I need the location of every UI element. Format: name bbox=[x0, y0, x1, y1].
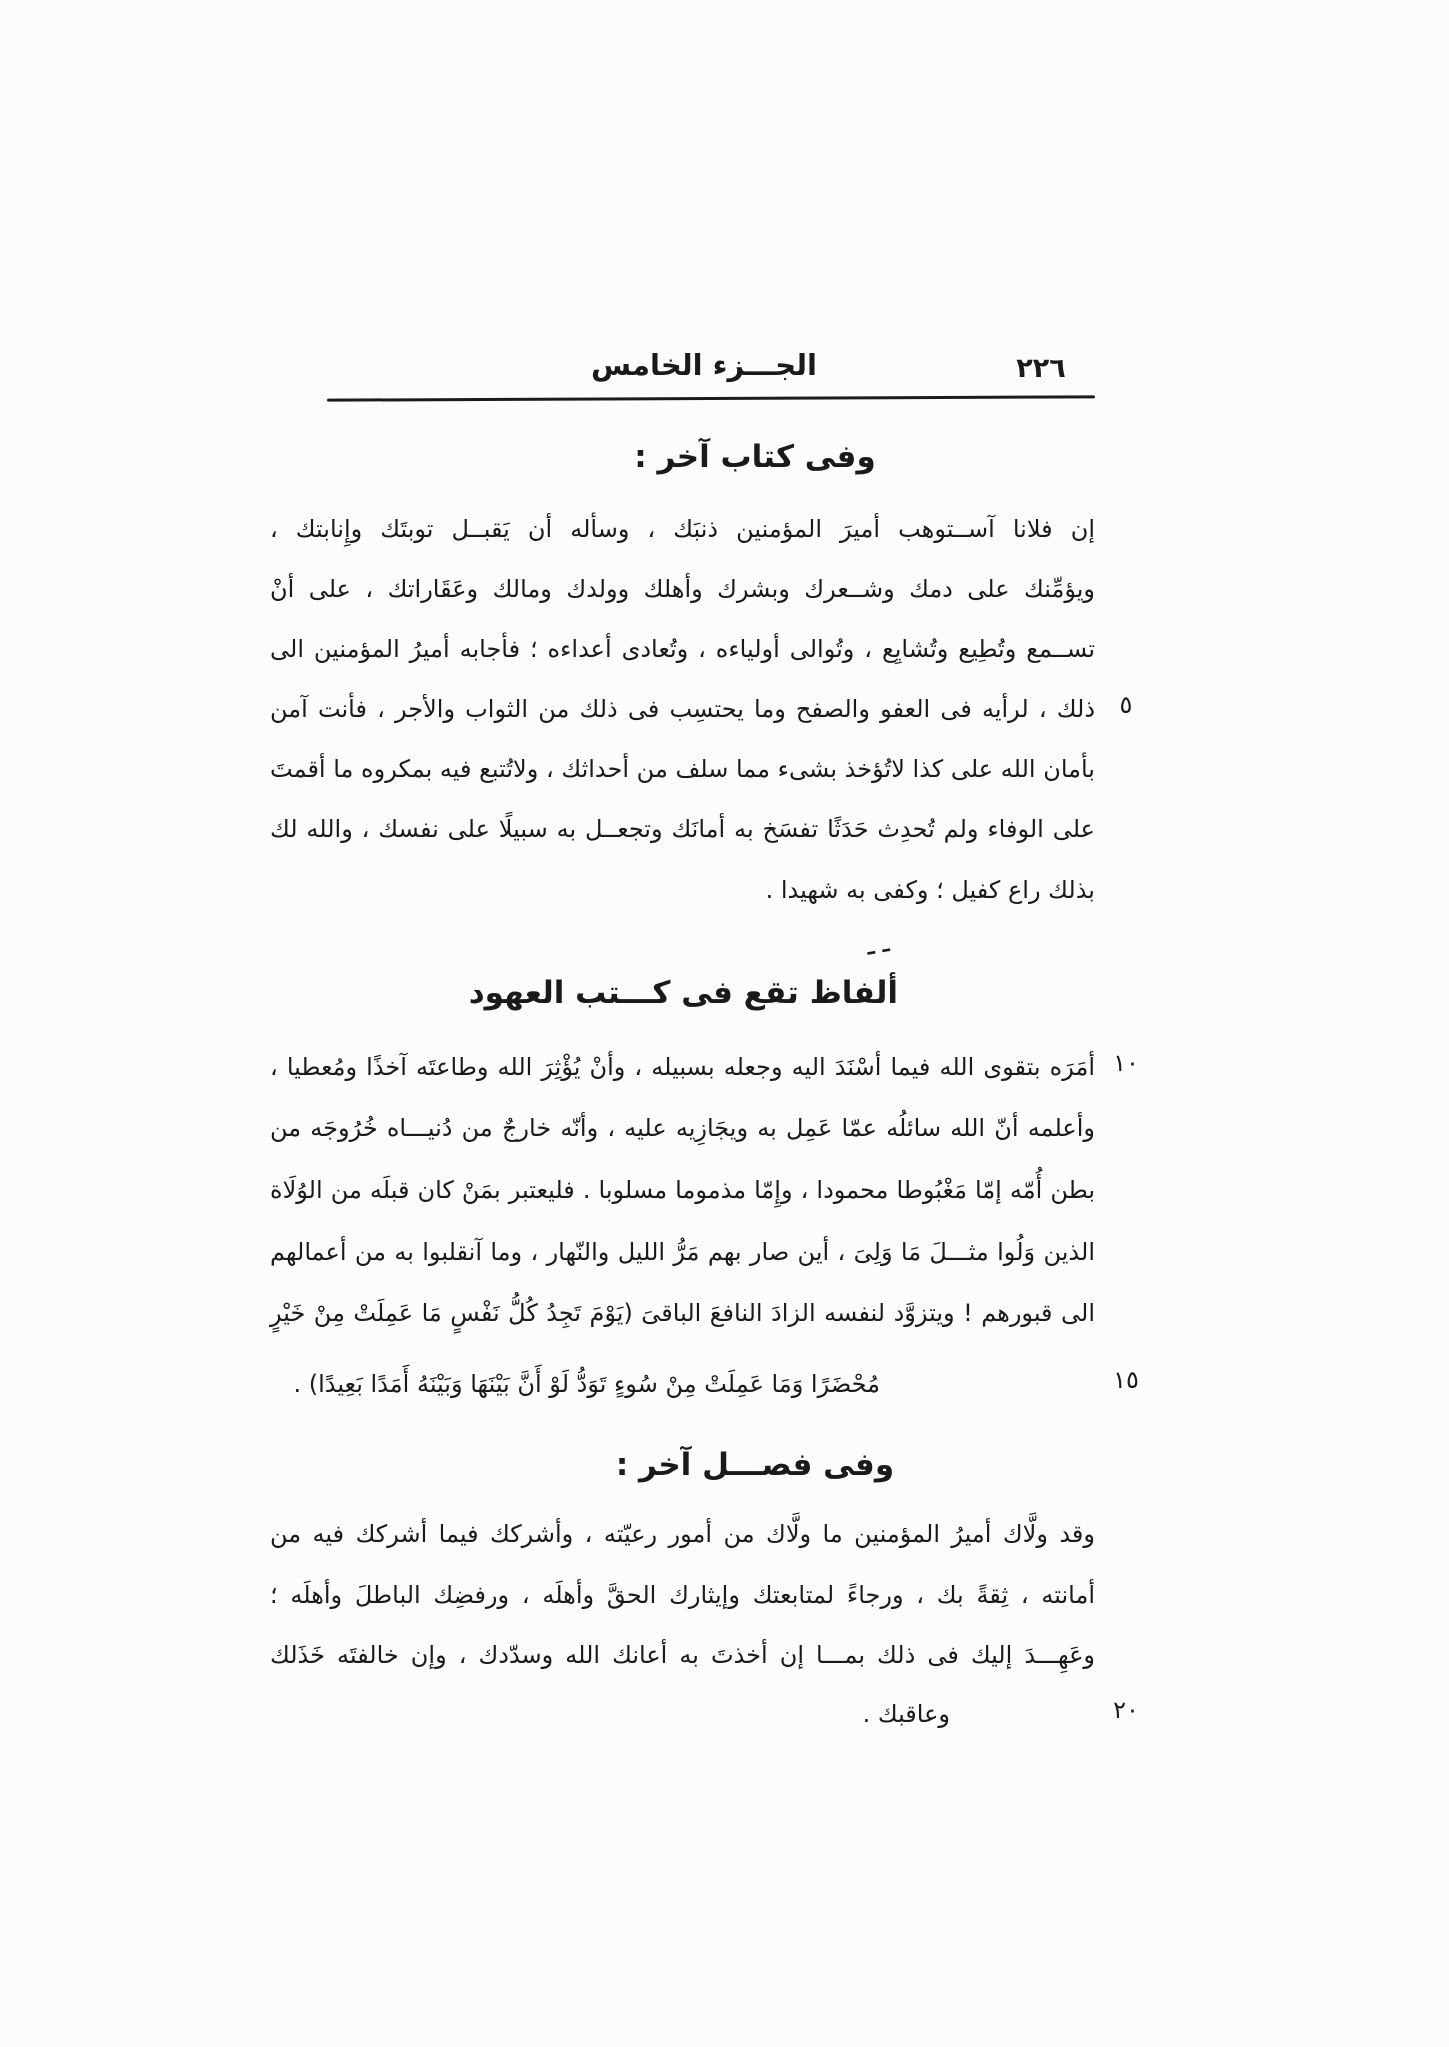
section-heading: ألفاظ تقع فى كـــتب العهود bbox=[468, 975, 898, 1011]
text-line: وقد ولَّاك أميرُ المؤمنين ما ولَّاك من أمور رعيّته ، وأشركك فيما أشركك فيه من bbox=[270, 1520, 1095, 1548]
running-head-volume-title: الجـــزء الخامس bbox=[591, 348, 817, 382]
text-line: الذين وَلُوا مثـــلَ مَا وَلِىَ ، أين صار بهم مَرُّ الليل والنّهار ، وما آنقلبوا به من أعمالهم bbox=[270, 1238, 1095, 1266]
margin-line-number: ٥ bbox=[1119, 691, 1133, 719]
text-line: ويؤمِّنك على دمك وشــعرك وبشرك وأهلك وولدك ومالك وعَقَاراتك ، على أنْ bbox=[270, 575, 1095, 603]
margin-line-number: ١٠ bbox=[1113, 1049, 1139, 1077]
text-line: بأمان الله على كذا لاتُؤخذ بشىء مما سلف من أحداثك ، ولاتُتبع فيه بمكروه ما أقمتَ bbox=[270, 755, 1095, 783]
text-line: مُحْضَرًا وَمَا عَمِلَتْ مِنْ سُوءٍ تَوَدُّ لَوْ أَنَّ بَيْنَهَا وَبَيْنَهُ أَمَدًا بَعِيدًا) . bbox=[293, 1370, 880, 1398]
text-line: أمانته ، ثِقةً بك ، ورجاءً لمتابعتك وإيثارك الحقَّ وأهلَه ، ورفضِك الباطلَ وأهلَه ؛ bbox=[270, 1581, 1095, 1609]
text-line: وعاقبك . bbox=[862, 1700, 950, 1728]
page-number: ٢٢٦ bbox=[1016, 353, 1066, 384]
header-rule bbox=[327, 395, 1095, 401]
text-line: وأعلمه أنّ الله سائلُه عمّا عَمِل به ويجَازِيه عليه ، وأنّه خارجٌ من دُنيـــاه خُرُوجَه من bbox=[270, 1114, 1095, 1142]
text-line: على الوفاء ولم تُحدِث حَدَثًا تفسَخ به أمانَك وتجعــل به سبيلًا على نفسك ، والله لك bbox=[270, 815, 1095, 843]
text-line: وعَهِـــدَ إليك فى ذلك بمـــا إن أخذتَ به أعانك الله وسدّدك ، وإن خالفتَه خَذَلك bbox=[270, 1641, 1095, 1669]
margin-line-number: ١٥ bbox=[1113, 1366, 1139, 1394]
section-heading: وفى فصـــل آخر : bbox=[615, 1447, 895, 1483]
text-line: الى قبورهم ! ويتزوَّد لنفسه الزادَ النافعَ الباقىَ (يَوْمَ تَجِدُ كُلُّ نَفْسٍ مَا عَمِلَتْ مِنْ خَيْرٍ bbox=[270, 1299, 1095, 1327]
section-heading: وفى كتاب آخر : bbox=[634, 439, 876, 475]
text-line: تســمع وتُطِيع وتُشايِع ، وتُوالى أولياءه ، وتُعادى أعداءه ؛ فأجابه أميرُ المؤمنين الى bbox=[270, 635, 1095, 663]
section-divider-mark: ـ ـ bbox=[864, 932, 892, 961]
text-line: بطن أُمّه إمّا مَغْبُوطا محمودا ، وإِمّا مذموما مسلوبا . فليعتبر بمَنْ كان قبلَه من الوُلَاة bbox=[270, 1176, 1095, 1204]
text-line: أمَرَه بتقوى الله فيما أسْنَدَ اليه وجعله بسبيله ، وأنْ يُؤْثِرَ الله وطاعتَه آخذًا ومُعطيا ، bbox=[270, 1053, 1095, 1081]
margin-line-number: ٢٠ bbox=[1113, 1696, 1139, 1724]
text-line: بذلك راع كفيل ؛ وكفى به شهيدا . bbox=[765, 876, 1095, 904]
text-line: ذلك ، لرأيه فى العفو والصفح وما يحتسِب فى ذلك من الثواب والأجر ، فأنت آمن bbox=[270, 695, 1095, 723]
text-line: إن فلانا آســتوهب أميرَ المؤمنين ذنبَك ، وسأله أن يَقبــل توبتَك وإِنابتك ، bbox=[270, 515, 1095, 543]
